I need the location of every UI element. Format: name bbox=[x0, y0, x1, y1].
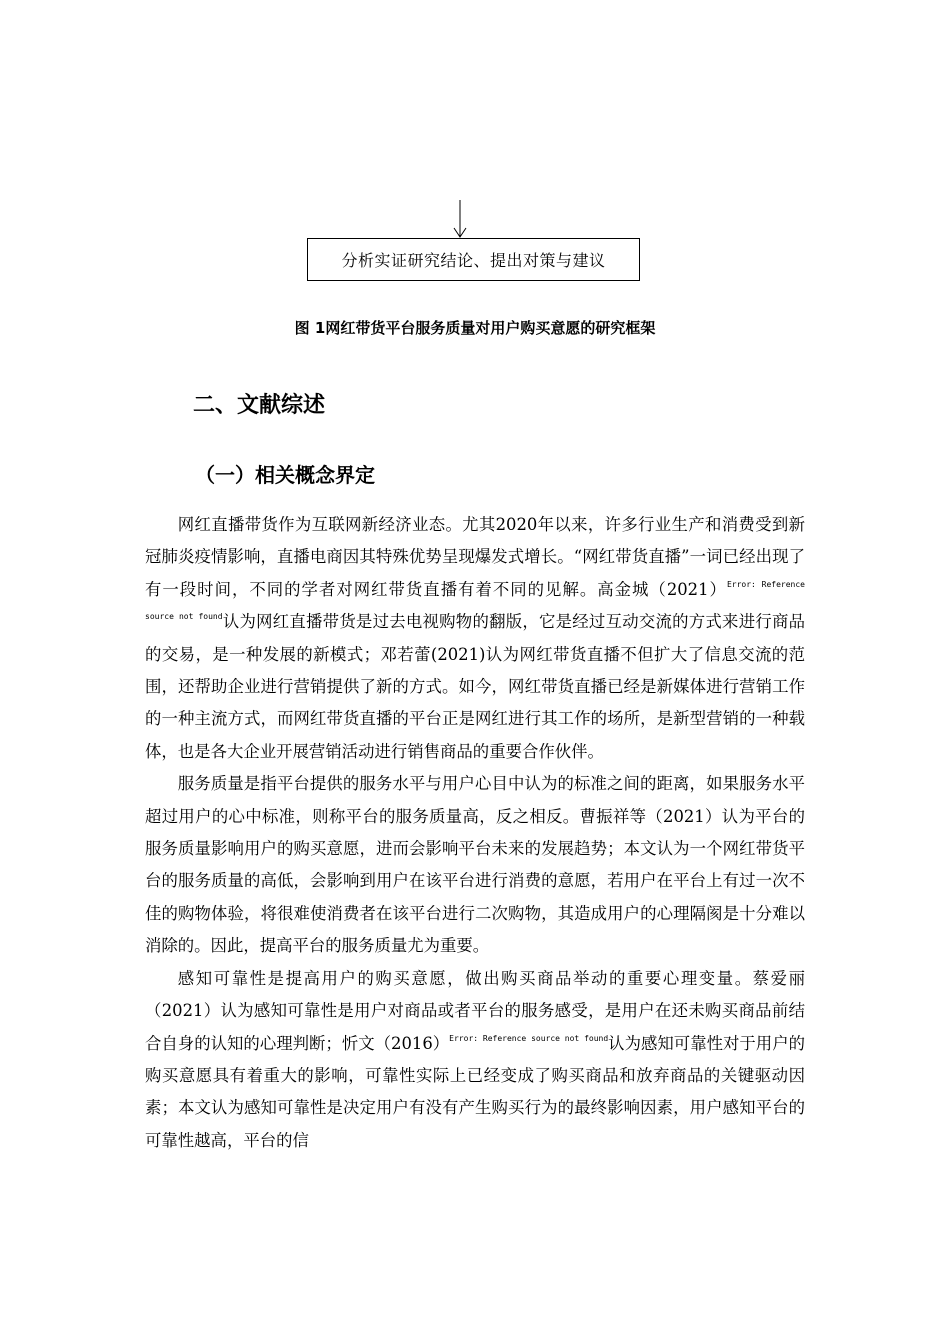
flowchart-final-box: 分析实证研究结论、提出对策与建议 bbox=[307, 238, 640, 281]
paragraph-3 bbox=[145, 963, 805, 1157]
paragraph-1-part-2: 认为网红直播带货是过去电视购物的翻版，它是经过互动交流的方式来进行商品的交易，是一种发展的新模式；邓若蕾(2021)认为网红带货直播不但扩大了信息交流的范围，还帮助企业进行营销提供了新的方式。如今，网红带货直播已经是新媒体进行营销工作的一种主流方式，而网红带货直播的平台正是网红进行其工作的场所，是新型营销的一种载体，也是各大企业开展营销活动进行销售商品的重要合作伙伴。 bbox=[145, 612, 806, 761]
paragraph-1 bbox=[145, 509, 805, 768]
paragraph-1-part-1: 网红直播带货作为互联网新经济业态。尤其2020年以来，许多行业生产和消费受到新冠肺炎疫情影响，直播电商因其特殊优势呈现爆发式增长。“网红带货直播”一词已经出现了有一段时间，不同的学者对网红带货直播有着不同的见解。高金城（2021） bbox=[145, 515, 805, 599]
flow-arrow-down-icon bbox=[450, 200, 470, 238]
subsection-heading: （一）相关概念界定 bbox=[195, 463, 375, 487]
section-heading: 二、文献综述 bbox=[193, 393, 326, 418]
paragraph-2: 服务质量是指平台提供的服务水平与用户心目中认为的标准之间的距离，如果服务水平超过用户的心中标准，则称平台的服务质量高，反之相反。曹振祥等（2021）认为平台的服务质量影响用户的购买意愿，进而会影响平台未来的发展趋势；本文认为一个网红带货平台的服务质量的高低，会影响到用户在该平台进行消费的意愿，若用户在平台上有过一次不佳的购物体验，将很难使消费者在该平台进行二次购物，其造成用户的心理隔阂是十分难以消除的。因此，提高平台的服务质量尤为重要。 bbox=[145, 774, 805, 956]
reference-error-note: Error: Reference source not found bbox=[145, 579, 806, 622]
reference-error-note: Error: Reference source not found bbox=[449, 1033, 609, 1043]
figure-caption: 图 1网红带货平台服务质量对用户购买意愿的研究框架 bbox=[294, 319, 656, 337]
paragraph-3-part-2: 认为感知可靠性对于用户的购买意愿具有着重大的影响，可靠性实际上已经变成了购买商品和放弃商品的关键驱动因素；本文认为感知可靠性是决定用户有没有产生购买行为的最终影响因素，用户感知平台的可靠性越高，平台的信 bbox=[145, 1033, 806, 1150]
body-text bbox=[145, 509, 805, 1157]
paragraph-3-part-1: 感知可靠性是提高用户的购买意愿，做出购买商品举动的重要心理变量。蔡爱丽（2021）认为感知可靠性是用户对商品或者平台的服务感受，是用户在还未购买商品前结合自身的认知的心理判断；忻文（2016） bbox=[145, 968, 805, 1053]
